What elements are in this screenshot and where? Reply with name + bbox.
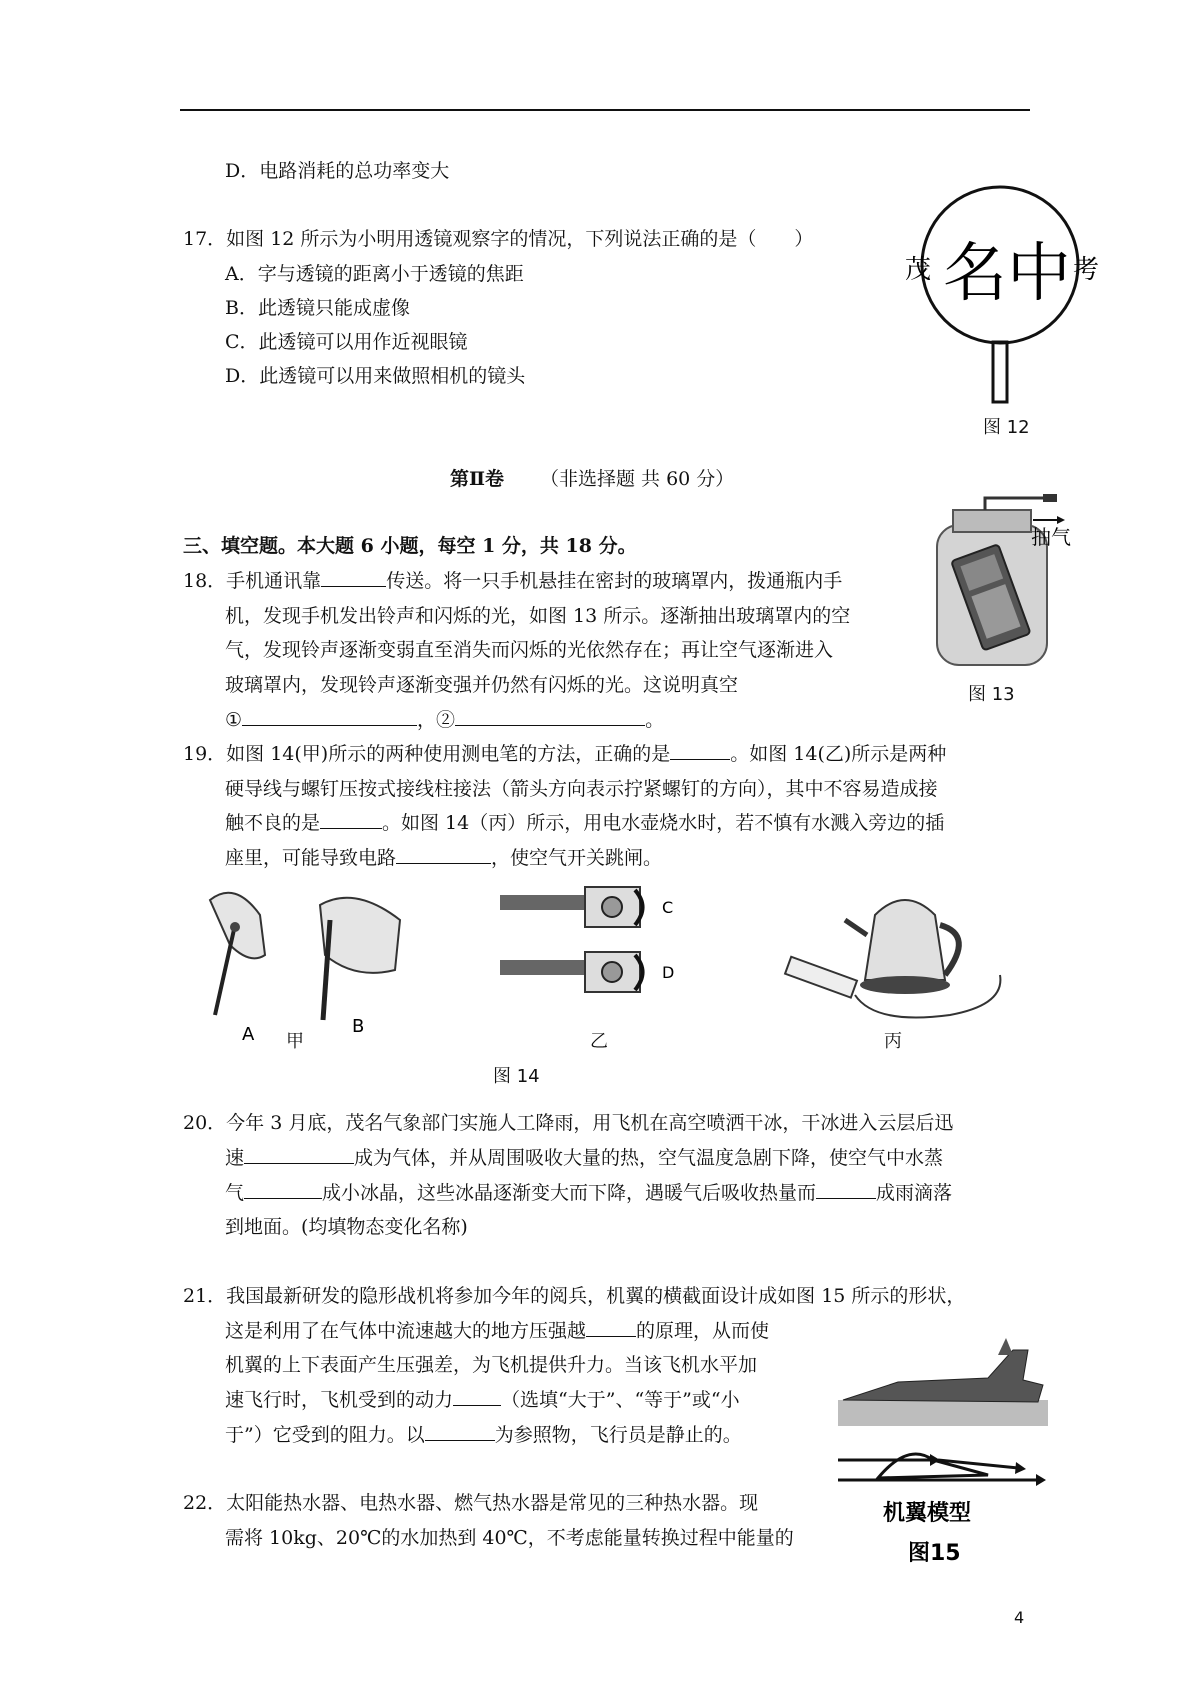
q20-blank-3 [816,1180,876,1199]
q18-blank-2 [242,707,417,726]
q19-line2: 硬导线与螺钉压按式接线柱接法（箭头方向表示拧紧螺钉的方向），其中不容易造成接 [225,778,938,800]
q21-blank-2 [453,1387,501,1406]
fig14-sub-jia: 甲 [286,1031,304,1052]
q18-line1: 18．手机通讯靠 传送。将一只手机悬挂在密封的玻璃罩内，拨通瓶内手 [183,570,843,592]
figure-13-caption: 图 13 [968,684,1015,705]
header-rule [180,109,1030,111]
q17-option-d: D．此透镜可以用来做照相机的镜头 [225,365,526,387]
test-pen-figure [205,885,425,1050]
q20-line3: 气 成小冰晶，这些冰晶逐渐变大而下降，遇暖气后吸收热量而 成雨滴落 [225,1182,953,1204]
jet-wing-figure [838,1330,1048,1570]
part2-title: 第Ⅱ卷 [450,468,505,490]
wire-connection-figure [500,885,700,1015]
q17-stem: 17．如图 12 所示为小明用透镜观察字的情况，下列说法正确的是（ ） [183,228,814,250]
kettle-figure [775,880,1015,1030]
q22-line2: 需将 10kg、20℃的水加热到 40℃，不考虑能量转换过程中能量的 [225,1527,794,1549]
fig-label-c: C [662,898,674,917]
q20-blank-1 [244,1145,354,1164]
q21-line2: 这是利用了在气体中流速越大的地方压强越 的原理，从而使 [225,1320,770,1342]
q18-line5: ① ，② 。 [225,709,665,731]
q20-blank-2 [244,1180,322,1199]
pump-label: 抽气 [1031,525,1071,549]
wing-model-label: 机翼模型 [883,1501,972,1526]
figure-12-caption: 图 12 [983,417,1030,438]
q19-line3: 触不良的是 。如图 14（丙）所示，用电水壶烧水时，若不慎有水溅入旁边的插 [225,812,945,834]
figure-char-mao: 茂 [905,255,932,285]
q21-line4: 速飞行时，飞机受到的动力 （选填“大于”、“等于”或“小 [225,1389,740,1411]
fig-label-d: D [662,963,675,982]
fig-label-a: A [242,1024,255,1045]
q18-blank-1 [321,568,386,587]
q19-line1: 19．如图 14(甲)所示的两种使用测电笔的方法，正确的是 。如图 14(乙)所示是两种 [183,743,947,765]
fig-label-b: B [352,1016,365,1037]
section3-heading: 三、填空题。本大题 6 小题，每空 1 分，共 18 分。 [183,535,637,557]
q20-line2: 速 成为气体，并从周围吸收大量的热，空气温度急剧下降，使空气中水蒸 [225,1147,944,1169]
q19-blank-1 [670,741,730,760]
fig14-sub-bing: 丙 [884,1031,902,1052]
figure-14-caption: 图 14 [493,1066,540,1087]
figure-char-kao: 考 [1073,255,1100,285]
q18-line2: 机，发现手机发出铃声和闪烁的光，如图 13 所示。逐渐抽出玻璃罩内的空 [225,605,851,627]
q17-option-b: B．此透镜只能成虚像 [225,297,410,319]
q21-blank-3 [425,1422,495,1441]
q17-option-c: C．此透镜可以用作近视眼镜 [225,331,468,353]
figure-15-caption: 图15 [908,1541,961,1566]
q21-line3: 机翼的上下表面产生压强差，为飞机提供升力。当该飞机水平加 [225,1354,758,1376]
q18-line4: 玻璃罩内，发现铃声逐渐变强并仍然有闪烁的光。这说明真空 [225,674,739,696]
q19-blank-3 [396,845,491,864]
q19-blank-2 [320,810,382,829]
q20-line4: 到地面。(均填物态变化名称) [225,1216,468,1238]
q21-line1: 21．我国最新研发的隐形战机将参加今年的阅兵，机翼的横截面设计成如图 15 所示的形状， [183,1285,966,1307]
part2-subtitle: （非选择题 共 60 分） [540,468,735,490]
q22-line1: 22．太阳能热水器、电热水器、燃气热水器是常见的三种热水器。现 [183,1492,759,1514]
fig14-sub-yi: 乙 [590,1031,608,1052]
figure-char-zhong: 中 [1007,237,1071,311]
q21-line5: 于”）它受到的阻力。以 为参照物，飞行员是静止的。 [225,1424,742,1446]
q19-line4: 座里，可能导致电路 ，使空气开关跳闸。 [225,847,663,869]
magnifier-figure [905,170,1100,405]
q16-option-d: D．电路消耗的总功率变大 [225,160,450,182]
page-number: 4 [1014,1608,1025,1627]
q17-option-a: A．字与透镜的距离小于透镜的焦距 [225,263,524,285]
q18-line3: 气，发现铃声逐渐变弱直至消失而闪烁的光依然存在；再让空气逐渐进入 [225,639,834,661]
figure-char-ming: 名 [943,237,1007,311]
q21-blank-1 [586,1318,636,1337]
bell-jar-figure [925,490,1075,670]
q18-blank-3 [455,707,645,726]
q20-line1: 20．今年 3 月底，茂名气象部门实施人工降雨，用飞机在高空喷洒干冰，干冰进入云层后迅 [183,1112,954,1134]
